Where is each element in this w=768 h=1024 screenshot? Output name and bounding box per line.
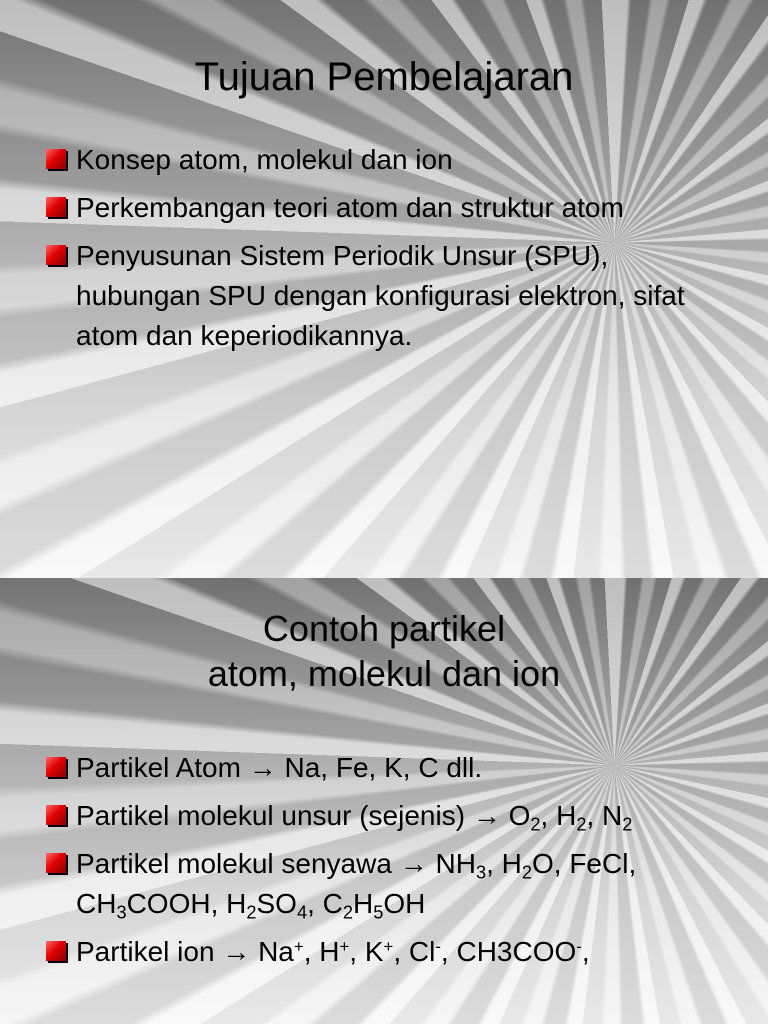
formula-part: , Cl — [393, 936, 436, 967]
formula-part: NH — [435, 848, 476, 879]
list-item-ion — [44, 932, 734, 972]
arrow-right-icon: → — [472, 800, 501, 831]
subscript: 3 — [475, 862, 487, 883]
list-item-molekul-unsur — [44, 796, 734, 836]
red-square-bullet-icon — [46, 197, 66, 217]
superscript: - — [576, 936, 582, 956]
separator: , — [553, 848, 562, 879]
formula-part: COOH, H — [126, 888, 247, 919]
formula-part: , C — [307, 888, 343, 919]
list-item-atom — [44, 748, 734, 788]
formula-part: Na — [258, 936, 294, 967]
item-label: Partikel molekul senyawa — [76, 848, 392, 879]
superscript: + — [293, 936, 304, 956]
formula-part: SO — [256, 888, 297, 919]
list-item-text: Konsep atom, molekul dan ion — [76, 144, 453, 175]
item-label: Partikel Atom — [76, 752, 241, 783]
formula-part: N — [602, 800, 623, 831]
title-line-1: Contoh partikel — [262, 608, 506, 649]
arrow-right-icon: → — [222, 936, 251, 967]
red-square-bullet-icon — [46, 941, 66, 961]
particle-examples-list — [44, 748, 734, 980]
superscript: + — [383, 936, 394, 956]
slide-contoh-partikel — [0, 578, 768, 1024]
formula-part: FeCl, CH — [76, 848, 637, 919]
subscript: 5 — [373, 902, 384, 923]
formula-part: O — [508, 800, 531, 831]
formula-part: , K — [349, 936, 384, 967]
superscript: + — [339, 936, 350, 956]
subscript: 2 — [521, 862, 532, 883]
list-item-molekul-senyawa — [44, 844, 734, 924]
red-square-bullet-icon — [46, 245, 66, 265]
formula-part: O — [531, 848, 554, 879]
title-line-2: atom, molekul dan ion — [207, 653, 561, 694]
subscript: 2 — [576, 814, 587, 835]
subscript: 4 — [296, 902, 308, 923]
separator: , — [581, 936, 590, 967]
formula-part: H — [556, 800, 577, 831]
red-square-bullet-icon — [46, 805, 66, 825]
subscript: 2 — [622, 814, 633, 835]
slide-title — [0, 606, 768, 696]
item-label: Partikel ion — [76, 936, 215, 967]
formula-part: , H — [303, 936, 340, 967]
slide-title: Tujuan Pembelajaran — [194, 55, 574, 99]
separator: , — [586, 800, 595, 831]
formula-part: H — [352, 888, 374, 919]
list-item — [44, 236, 734, 356]
separator: , — [540, 800, 549, 831]
red-square-bullet-icon — [46, 757, 66, 777]
list-item-text: Penyusunan Sistem Periodik Unsur (SPU), hubungan SPU dengan konfigurasi elektron, sifat atom dan keperiodikannya. — [76, 240, 685, 351]
item-text: Na, Fe, K, C dll. — [284, 752, 483, 783]
arrow-right-icon: → — [399, 848, 428, 879]
separator: , — [486, 848, 502, 879]
subscript: 2 — [246, 902, 257, 923]
formula-part: OH — [383, 888, 426, 919]
red-square-bullet-icon — [46, 853, 66, 873]
objectives-list — [44, 140, 734, 364]
subscript: 3 — [116, 902, 127, 923]
list-item — [44, 140, 734, 180]
formula-part: H — [501, 848, 522, 879]
subscript: 2 — [530, 814, 541, 835]
item-label: Partikel molekul unsur (sejenis) — [76, 800, 466, 831]
formula-part: , CH3COO — [440, 936, 577, 967]
red-square-bullet-icon — [46, 149, 66, 169]
arrow-right-icon: → — [248, 752, 277, 783]
list-item — [44, 188, 734, 228]
superscript: - — [435, 936, 441, 956]
list-item-text: Perkembangan teori atom dan struktur atom — [76, 192, 624, 223]
subscript: 2 — [342, 902, 353, 923]
